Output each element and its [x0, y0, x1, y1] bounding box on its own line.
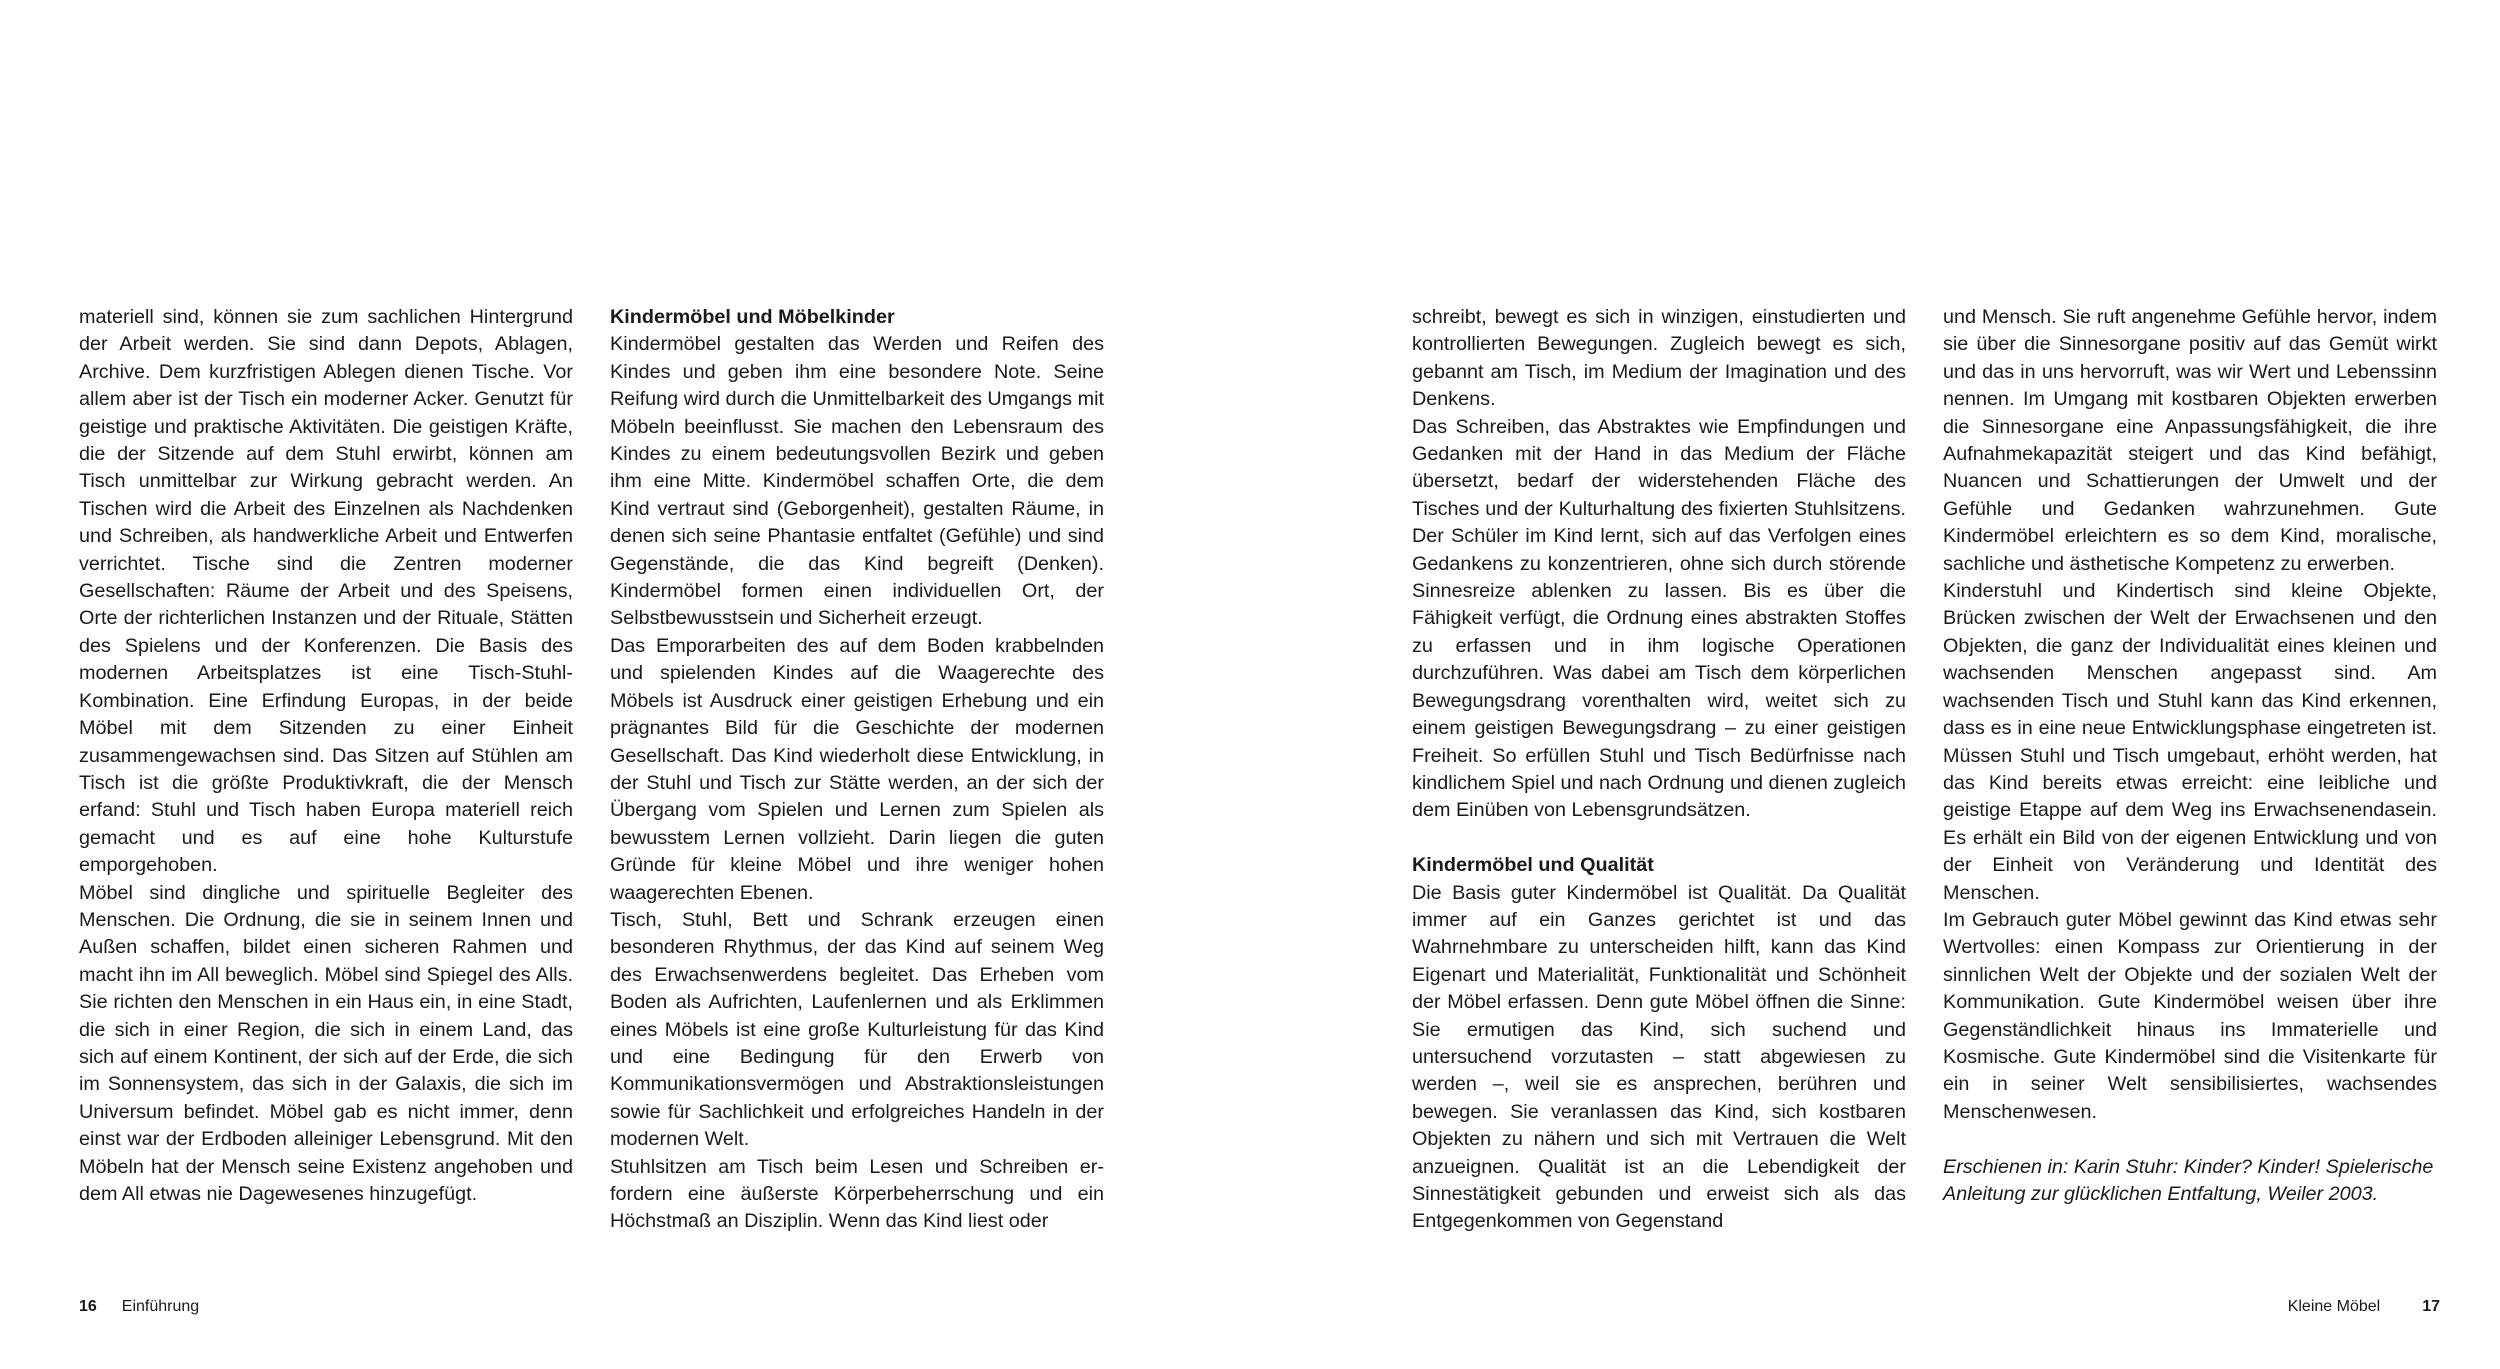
- body-paragraph: Kinderstuhl und Kindertisch sind kleine Objekte, Brücken zwischen der Welt der Erwachsenen und den Objekten, die ganz der Individualität eines kleinen und wachsenden Menschen angepasst sind. Am wachsenden Tisch und Stuhl kann das Kind erkennen, dass es in eine neue Entwicklungsphase eingetreten ist. Müssen Stuhl und Tisch umgebaut, erhöht werden, hat das Kind bereits etwas erreicht: eine leibliche und geistige Etappe auf dem Weg ins Erwachsenendasein. Es erhält ein Bild von der eigenen Entwicklung und von der Einheit von Veränderung und Identität des Menschen.: [1943, 580, 2437, 904]
- right-page-column-2: [1943, 304, 2437, 1208]
- body-paragraph: materiell sind, können sie zum sachlichen Hintergrund der Arbeit werden. Sie sind dann Depots, Ablagen, Archive. Dem kurzfristigen Ablegen dienen Tische. Vor allem aber ist der Tisch ein moderner Acker. Genutzt für geistige und praktische Aktivitäten. Die geistigen Kräfte, die der Sitzende auf dem Stuhl erwirbt, können am Tisch unmittelbar zur Wirkung gebracht werden. An Tischen wird die Arbeit des Einzelnen als Nachdenken und Schreiben, als handwerkliche Arbeit und Entwerfen verrichtet. Tische sind die Zentren moderner Gesellschaften: Räume der Arbeit und des Speisens, Orte der richterlichen Instanzen und der Rituale, Stätten des Spielens und der Konferenzen. Die Basis des modernen Arbeitsplatzes ist eine Tisch-Stuhl-Kombination. Eine Erfindung Europas, in der beide Möbel mit dem Sitzenden zu einer Einheit zusammengewachsen sind. Das Sitzen auf Stühlen am Tisch ist die größte Produktivkraft, die der Mensch erfand: Stuhl und Tisch haben Europa materiell reich gemacht und es auf eine hohe Kulturstufe emporgehoben.: [79, 306, 573, 877]
- body-paragraph: Kindermöbel gestalten das Werden und Reifen des Kindes und geben ihm eine besondere Note. Seine Reifung wird durch die Unmittelbarkeit des Umgangs mit Möbeln beeinflusst. Sie machen den Lebensraum des Kindes zu einem bedeutungsvollen Bezirk und geben ihm eine Mitte. Kindermöbel schaffen Orte, die dem Kind vertraut sind (Geborgenheit), gestalten Räume, in denen sich seine Phantasie entfaltet (Gefühle) und sind Gegenstände, die das Kind begreift (Denken). Kindermöbel formen einen individuellen Ort, der Selbstbewusstsein und Sicherheit erzeugt.: [610, 333, 1104, 630]
- running-section-title: Kleine Möbel: [2287, 1298, 2381, 1315]
- body-paragraph: Möbel sind dingliche und spirituelle Begleiter des Menschen. Die Ordnung, die sie in seinem Innen und Außen schaffen, bildet einen sicheren Rahmen und macht ihn im All beweglich. Möbel sind Spiegel des Alls. Sie richten den Menschen in ein Haus ein, in eine Stadt, die sich in einer Region, die sich in einem Land, das sich auf einem Kontinent, der sich auf der Erde, die sich im Sonnensystem, das sich in der Galaxis, die sich im Universum befindet. Möbel gab es nicht immer, denn einst war der Erdboden alleiniger Lebensgrund. Mit den Möbeln hat der Mensch seine Existenz angehoben und dem All etwas nie Dagewesenes hinzugefügt.: [79, 881, 573, 1205]
- source-note: Erschienen in: Karin Stuhr: Kinder? Kinder! Spielerische Anleitung zur glücklichen Entfaltung, Weiler 2003.: [1943, 1155, 2434, 1205]
- left-page-column-1: [79, 304, 573, 1208]
- left-page-column-2: [610, 304, 1104, 1236]
- section-heading: Kindermöbel und Qualität: [1412, 854, 1654, 877]
- body-paragraph: Die Basis guter Kindermöbel ist Qualität. Da Qualität immer auf ein Ganzes gerichtet ist und das Wahrnehmbare zu unterscheiden hilft, kann das Kind Eigenart und Materialität, Funktionalität und Schönheit der Möbel erfassen. Denn gute Möbel öffnen die Sinne: Sie ermutigen das Kind, sich suchend und untersuchend vorzutasten – statt abgewiesen zu werden –, weil sie es ansprechen, berühren und bewegen. Sie veranlassen das Kind, sich kostbaren Objekten zu nähern und sich mit Vertrauen die Welt anzueignen. Qualität ist an die Lebendigkeit der Sinnestätigkeit gebunden und erweist sich als das Entgegenkommen von Gegenstand: [1412, 881, 1906, 1233]
- body-paragraph: Im Gebrauch guter Möbel gewinnt das Kind etwas sehr Wertvolles: einen Kompass zur Orientierung in der sinnlichen Welt der Objekte und der sozialen Welt der Kommunikation. Gute Kindermöbel weisen über ihre Gegenständlichkeit hinaus ins Immaterielle und Kosmische. Gute Kindermöbel sind die Visitenkarte für ein in seiner Welt sensibilisiertes, wachsendes Menschenwesen.: [1943, 908, 2437, 1123]
- paragraph-spacer: [1943, 1126, 2437, 1153]
- page-number: 16: [79, 1298, 97, 1315]
- body-paragraph: Stuhlsitzen am Tisch beim Lesen und Schreiben erfordern eine äußerste Körperbeherrschung und ein Höchstmaß an Disziplin. Wenn das Kind liest oder: [610, 1155, 1104, 1233]
- page-number: 17: [2422, 1298, 2440, 1315]
- left-page-footer: [79, 1297, 199, 1317]
- right-page-column-1: [1412, 304, 1906, 1236]
- body-paragraph: Das Emporarbeiten des auf dem Boden krabbelnden und spielenden Kindes auf die Waagerechte des Möbels ist Ausdruck einer geistigen Erhebung und ein prägnantes Bild für die Geschichte der modernen Gesellschaft. Das Kind wiederholt diese Entwicklung, in der Stuhl und Tisch zur Stätte werden, an der sich der Übergang vom Spielen und Lernen zum Spielen als bewusstem Lernen vollzieht. Darin liegen die guten Gründe für kleine Möbel und ihre weniger hohen waagerechten Ebenen.: [610, 634, 1104, 904]
- body-paragraph: schreibt, bewegt es sich in winzigen, einstudierten und kontrollierten Bewegungen. Zugleich bewegt es sich, gebannt am Tisch, im Medium der Imagination und des Denkens.: [1412, 306, 1906, 411]
- body-paragraph: Das Schreiben, das Abstraktes wie Empfindungen und Gedanken mit der Hand in das Medium der Fläche übersetzt, bedarf der widerstehenden Fläche des Tisches und der Kulturhaltung des fixierten Stuhlsitzens. Der Schüler im Kind lernt, sich auf das Verfolgen eines Gedankens zu konzentrieren, ohne sich durch störende Sinnesreize ablenken zu lassen. Bis es über die Fähigkeit verfügt, die Ordnung eines abstrakten Stoffes zu erfassen und in ihm logische Operationen durchzuführen. Was dabei am Tisch dem körperlichen Bewegungsdrang vorenthalten wird, weitet sich zu einem geistigen Bewegungsdrang – zu einer geistigen Freiheit. So erfüllen Stuhl und Tisch Bedürfnisse nach kindlichem Spiel und nach Ordnung und dienen zugleich dem Einüben von Lebensgrundsätzen.: [1412, 415, 1906, 822]
- body-paragraph: und Mensch. Sie ruft angenehme Gefühle hervor, indem sie über die Sinnesorgane positiv auf das Gemüt wirkt und das in uns hervorruft, was wir Wert und Lebenssinn nennen. Im Umgang mit kostbaren Objekten erwerben die Sinnesorgane eine Anpassungsfähigkeit, die ihre Aufnahmekapazität steigert und das Kind befähigt, Nuancen und Schattierungen der Umwelt und der Gefühle und Gedanken wahrzunehmen. Gute Kindermöbel erleichtern es so dem Kind, moralische, sachliche und ästhetische Kompetenz zu erwerben.: [1943, 306, 2437, 575]
- running-section-title: Einführung: [121, 1298, 200, 1315]
- paragraph-spacer: [1412, 825, 1906, 852]
- body-paragraph: Tisch, Stuhl, Bett und Schrank erzeugen einen besonderen Rhythmus, der das Kind auf seinem Weg des Erwachsenwerdens begleitet. Das Erheben vom Boden als Aufrichten, Laufenlernen und als Erklimmen eines Möbels ist eine große Kulturleistung für das Kind und eine Bedingung für den Erwerb von Kommunikationsvermögen und Abstraktionsleistungen sowie für Sachlichkeit und erfolgreiches Handeln in der modernen Welt.: [610, 908, 1104, 1151]
- right-page-footer: [2288, 1297, 2440, 1317]
- section-heading: Kindermöbel und Möbelkinder: [610, 306, 895, 328]
